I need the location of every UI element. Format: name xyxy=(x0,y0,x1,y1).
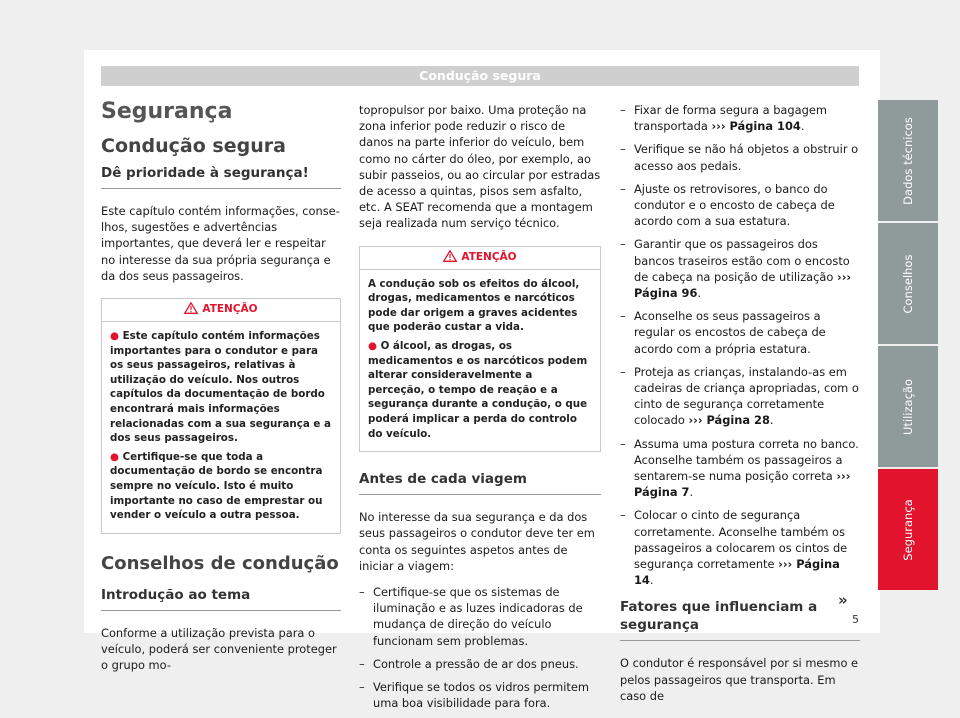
list-item: – Garantir que os passageiros dos bancos traseiros estão com o encosto de cabeça na posição de utilização ››› Página 96. xyxy=(620,236,860,301)
continue-arrow-icon: » xyxy=(838,591,848,609)
tab-conselhos[interactable]: Conselhos xyxy=(878,223,938,344)
list-item: – Controle a pressão de ar dos pneus. xyxy=(359,656,601,672)
page-reference-link[interactable]: ››› Página 7 xyxy=(634,469,851,500)
warning-title: ATENÇÃO xyxy=(461,250,517,263)
page-reference-link[interactable]: ››› Página 104 xyxy=(711,119,801,134)
subsection-title: Dê prioridade à segurança! xyxy=(101,164,341,189)
list-item: – Proteja as crianças, instalando-as em cadeiras de criança apropriadas, com o cinto de segurança corretamente colocado ››› Página 28. xyxy=(620,364,860,429)
subsection-title-trip: Antes de cada viagem xyxy=(359,470,601,495)
warning-item: ● Este capítulo contém informações importantes para o condutor e para os seus passageiros, relativas à utilização do veículo. Nos outros capítulos da documentação de bordo encontrará mais informações relacionadas com a sua segurança e a dos seus passageiros. xyxy=(110,330,331,445)
tab-utilizacao[interactable]: Utilização xyxy=(878,346,938,467)
column-1 xyxy=(101,98,341,683)
list-item: – Certifique-se que os sistemas de iluminação e as luzes indicadoras de mudança de direção do veículo funcionam sem problemas. xyxy=(359,584,601,649)
factors-paragraph: O condutor é responsável por si mesmo e pelos passageiros que transporta. Em caso de xyxy=(620,656,859,703)
tab-dados-tecnicos[interactable]: Dados técnicos xyxy=(878,100,938,221)
warning-body xyxy=(360,270,600,452)
continued-paragraph: topropulsor por baixo. Uma proteção na zona inferior pode reduzir o risco de danos na parte inferior do veículo, bem como no cárter do óleo, por exemplo, ao subir passeios, ou ao circular por estradas de acesso a quintas, pisos sem asfalto, etc. A SEAT recomenda que a montagem seja realizada num serviço técnico. xyxy=(359,103,601,231)
side-tabs xyxy=(878,100,938,592)
section-title-conselhos: Conselhos de condução xyxy=(101,552,339,574)
warning-item: ● O álcool, as drogas, os medicamentos e os narcóticos podem alterar consideravelmente a perceção, o tempo de reação e a segurança durante a condução, o que poderá implicar a perda do controlo do veículo. xyxy=(368,340,588,440)
checklist xyxy=(620,102,860,588)
warning-box xyxy=(101,298,341,534)
list-item: – Assuma uma postura correta no banco. Aconselhe também os passageiros a sentarem-se numa posição correta ››› Página 7. xyxy=(620,436,860,501)
warning-header xyxy=(102,299,340,322)
list-item: – Verifique se todos os vidros permitem uma boa visibilidade para fora. xyxy=(359,679,601,711)
warning-title: ATENÇÃO xyxy=(202,303,258,316)
warning-header xyxy=(360,247,600,270)
conselhos-paragraph: Conforme a utilização prevista para o veículo, poderá ser conveniente proteger o grupo mo- xyxy=(101,625,337,673)
list-item: – Colocar o cinto de segurança corretamente. Aconselhe também os passageiros a colocarem os cintos de segurança corretamente ››› Página 14. xyxy=(620,507,860,588)
section-title: Condução segura xyxy=(101,135,286,157)
list-item: – Fixar de forma segura a bagagem transportada ››› Página 104. xyxy=(620,102,860,134)
tab-seguranca[interactable]: Segurança xyxy=(878,469,938,590)
page-reference-link[interactable]: ››› Página 28 xyxy=(688,413,770,428)
list-item: – Ajuste os retrovisores, o banco do condutor e o encosto de cabeça de acordo com a sua estatura. xyxy=(620,181,860,230)
trip-list xyxy=(359,584,601,711)
warning-item: A condução sob os efeitos do álcool, drogas, medicamentos e narcóticos pode dar origem a graves acidentes que poderão custar a vida. xyxy=(368,277,580,334)
page-number: 5 xyxy=(852,613,859,626)
page-reference-link[interactable]: ››› Página 96 xyxy=(634,269,852,301)
trip-intro: No interesse da sua segurança e da dos seus passageiros o condutor deve ter em conta os seguintes aspetos antes de iniciar a viagem: xyxy=(359,510,595,573)
subsection-title-intro: Introdução ao tema xyxy=(101,586,341,611)
warning-triangle-icon xyxy=(184,302,198,314)
column-2 xyxy=(359,102,601,718)
warning-box-alcohol xyxy=(359,246,601,453)
warning-body xyxy=(102,322,340,533)
chapter-title: Segurança xyxy=(101,99,233,124)
list-item: – Verifique se não há objetos a obstruir o acesso aos pedais. xyxy=(620,141,860,173)
list-item: – Aconselhe os seus passageiros a regular os encostos de cabeça de acordo com a própria estatura. xyxy=(620,308,860,357)
column-3 xyxy=(620,102,860,714)
warning-triangle-icon xyxy=(443,250,457,262)
subsection-title-factors: Fatores que influenciam a segurança xyxy=(620,598,860,641)
page-reference-link[interactable]: ››› Página 14 xyxy=(634,557,840,588)
intro-paragraph: Este capítulo contém informações, conselhos, sugestões e advertências importantes, que deverá ler e respeitar no interesse da sua própria segurança e da dos seus passageiros. xyxy=(101,204,340,283)
running-header: Condução segura xyxy=(101,66,859,86)
warning-item: ● Certifique-se que toda a documentação de bordo se encontra sempre no veículo. Isto é muito importante no caso de emprestar ou vender o veículo a outra pessoa. xyxy=(110,450,323,522)
